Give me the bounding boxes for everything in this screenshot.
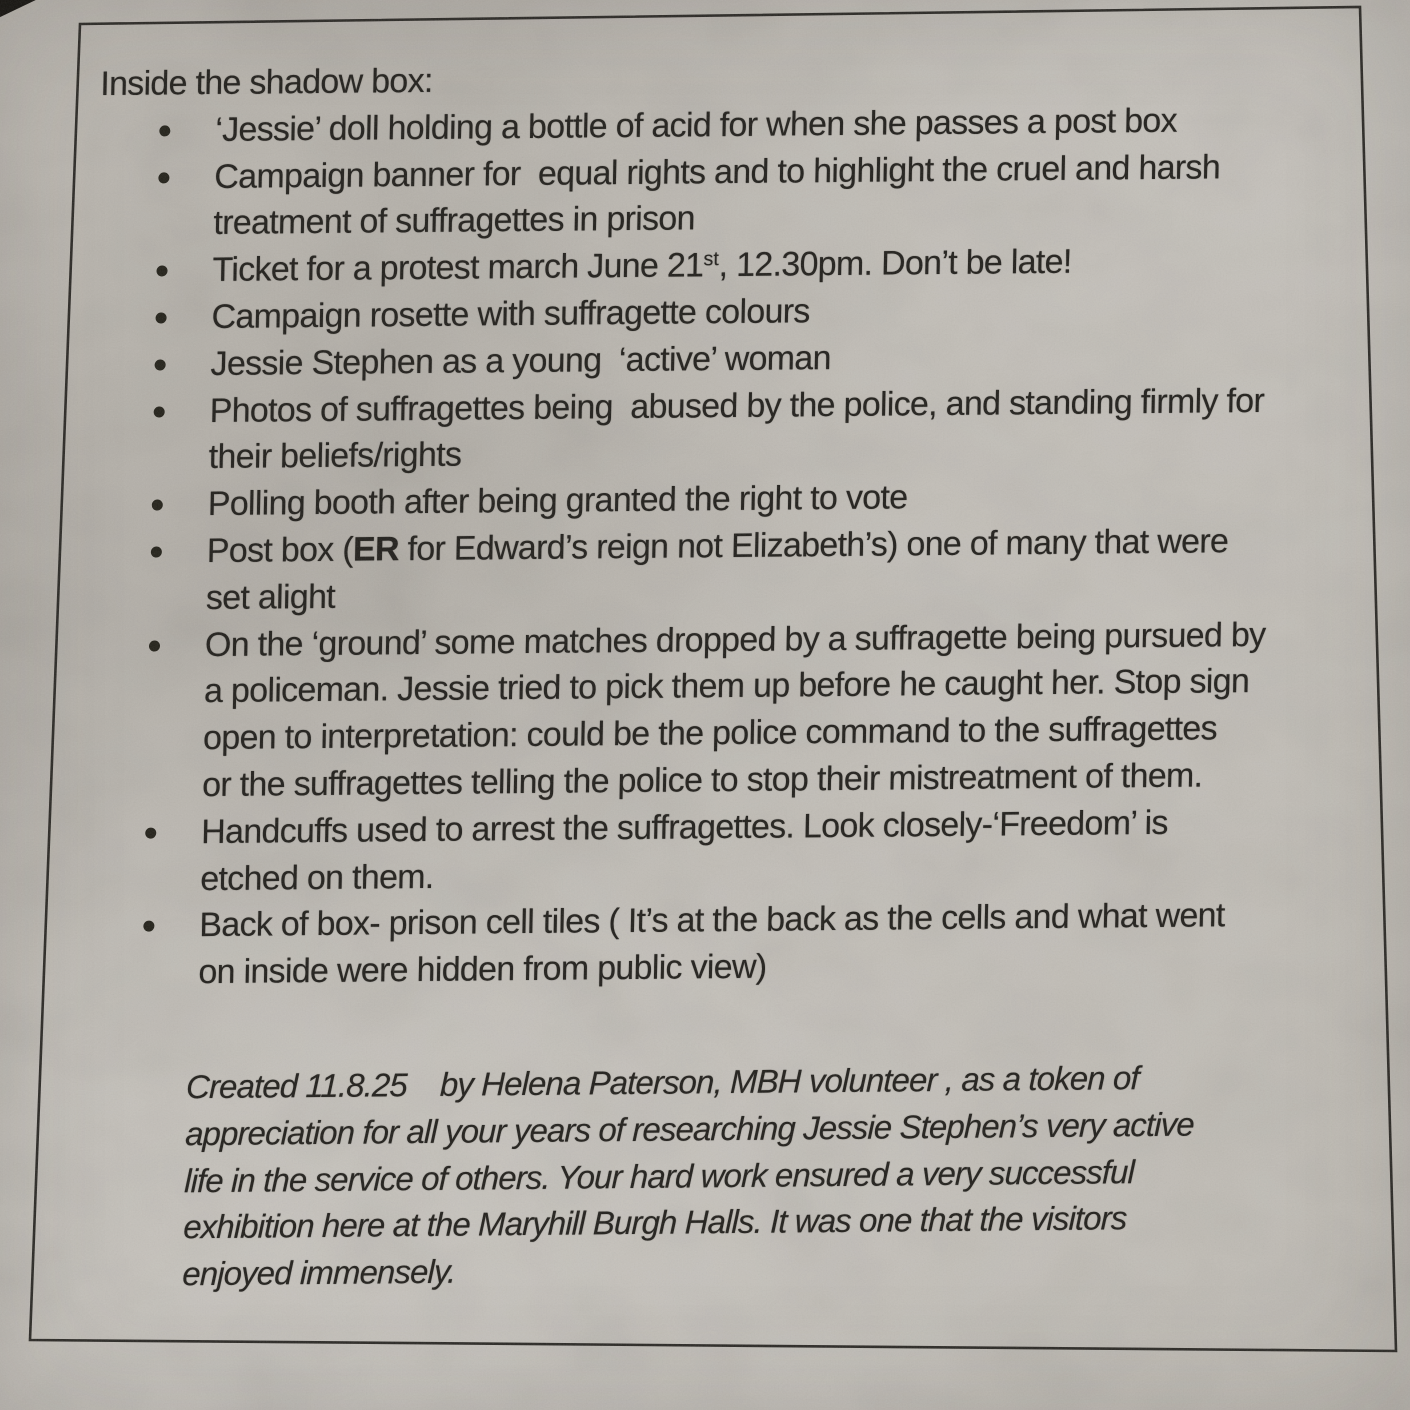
list-item-line: ‘Jessie’ doll holding a bottle of acid for when she passes a post box — [214, 101, 1178, 149]
bullet-dot-icon — [158, 172, 169, 183]
dedication-line: life in the service of others. Your hard work ensured a very successful — [183, 1152, 1135, 1199]
list-item-line: Polling booth after being granted the right to vote — [207, 478, 908, 524]
bullet-dot-icon — [149, 640, 160, 651]
list-item-line: Back of box- prison cell tiles ( It’s at the back as the cells and what went — [198, 896, 1225, 945]
dedication-line: appreciation for all your years of researching Jessie Stephen’s very active — [184, 1105, 1195, 1153]
ticket-text-post: , 12.30pm. Don’t be late! — [718, 242, 1072, 285]
list-item-line: On the ‘ground’ some matches dropped by a suffragette being pursued by — [204, 615, 1266, 664]
list-item-line: open to interpretation: could be the police command to the suffragettes — [202, 709, 1218, 758]
list-item-photos — [0, 376, 1402, 483]
list-item-matches — [0, 610, 1397, 811]
postbox-text-post: for Edward’s reign not Elizabeth’s) one of many that were — [398, 522, 1229, 569]
bullet-dot-icon — [156, 266, 167, 277]
bullet-dot-icon — [155, 312, 166, 323]
list-item-line: Handcuffs used to arrest the suffragettes. Look closely-‘Freedom’ is — [200, 803, 1169, 851]
dedication-line: exhibition here at the Maryhill Burgh Halls. It was one that the visitors — [182, 1199, 1127, 1246]
list-item-line: set alight — [205, 577, 336, 617]
list-item-line: a policeman. Jessie tried to pick them up before he caught her. Stop sign — [203, 662, 1250, 711]
document-heading: Inside the shadow box: — [99, 61, 434, 104]
shadow-box-item-list — [0, 95, 1408, 998]
dedication-line: enjoyed immensely. — [182, 1252, 456, 1293]
list-item-line: Jessie Stephen as a young ‘active’ woman — [210, 338, 832, 383]
dedication-line: Created 11.8.25 by Helena Paterson, MBH volunteer , as a token of — [185, 1059, 1140, 1106]
list-item-prison-cell-tiles — [0, 891, 1392, 998]
bullet-dot-icon — [155, 359, 166, 370]
list-item-post-box — [0, 517, 1399, 624]
list-item-line: on inside were hidden from public view) — [198, 947, 767, 992]
list-item-handcuffs — [0, 797, 1394, 904]
bullet-dot-icon — [152, 500, 163, 511]
list-item-line: their beliefs/rights — [208, 435, 462, 477]
ordinal-superscript: st — [703, 248, 720, 271]
bullet-dot-icon — [159, 125, 170, 136]
bullet-dot-icon — [143, 921, 154, 932]
ticket-text-pre: Ticket for a protest march June 21 — [212, 246, 704, 290]
list-item-line: Photos of suffragettes being abused by the police, and standing firmly for — [209, 381, 1265, 430]
er-bold-text: ER — [352, 530, 400, 569]
list-item-line: Campaign rosette with suffragette colours — [211, 292, 811, 336]
bullet-dot-icon — [151, 546, 162, 557]
list-item-line: etched on them. — [199, 857, 435, 898]
bullet-dot-icon — [145, 827, 156, 838]
list-item-line: or the suffragettes telling the police to stop their mistreatment of them. — [201, 756, 1203, 805]
postbox-text-pre: Post box ( — [206, 530, 354, 571]
list-item-campaign-banner — [0, 142, 1407, 249]
dedication-paragraph — [0, 1053, 1389, 1301]
list-item-line: Campaign banner for equal rights and to highlight the cruel and harsh — [214, 147, 1221, 196]
list-item-line: treatment of suffragettes in prison — [213, 199, 696, 243]
bullet-dot-icon — [154, 406, 165, 417]
